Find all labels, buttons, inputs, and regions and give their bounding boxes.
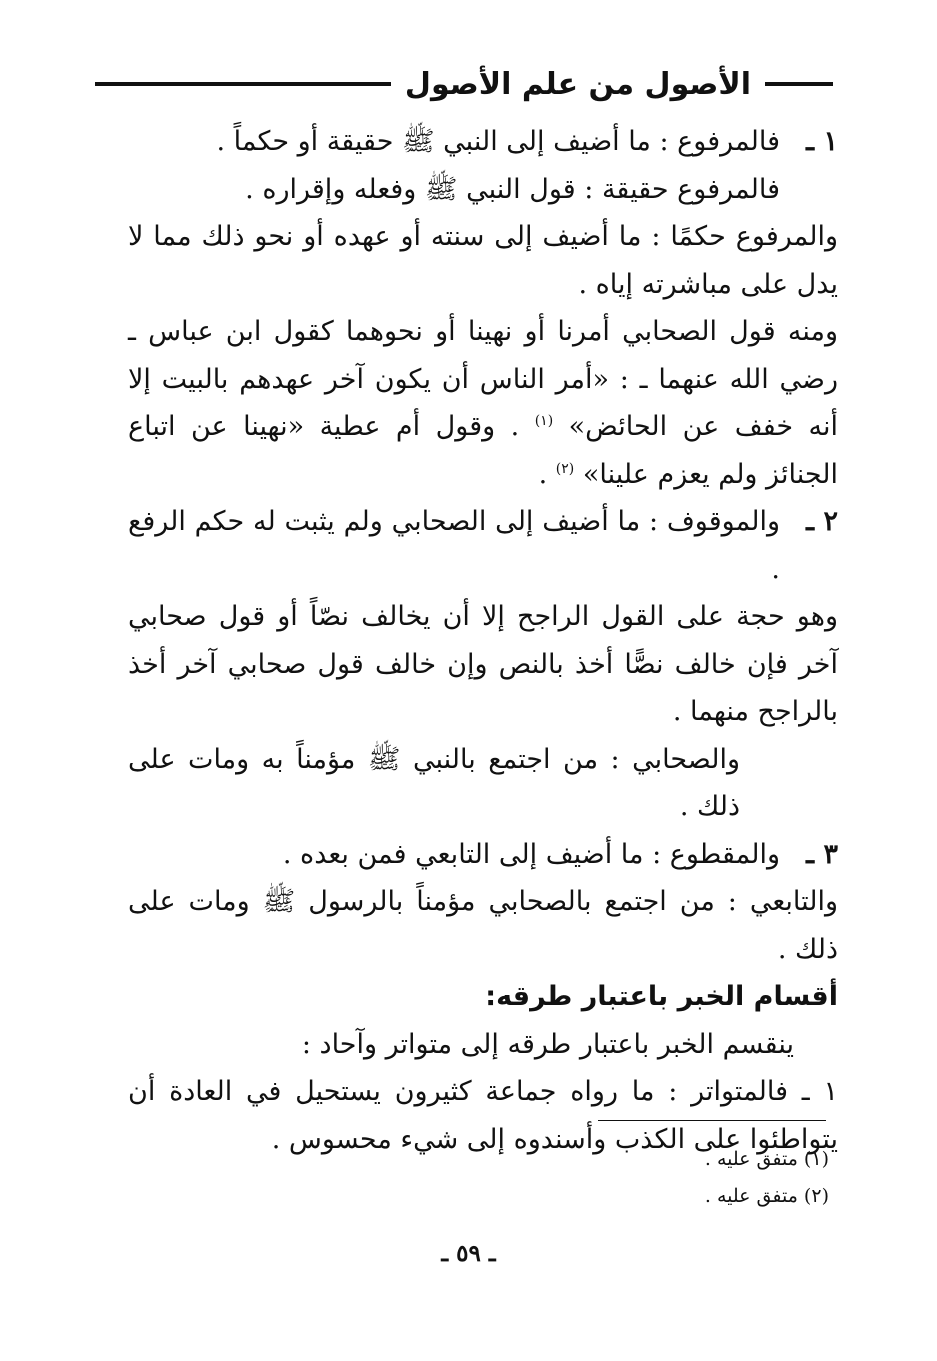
section-intro: ينقسم الخبر باعتبار طرقه إلى متواتر وآحاد :: [301, 1028, 794, 1060]
header-rule-right: [765, 82, 833, 86]
maqtu-definition: والمقطوع : ما أضيف إلى التابعي فمن بعده .: [282, 838, 780, 870]
footnote-ref-2[interactable]: (٢): [555, 460, 575, 477]
item-number: ٢ ـ: [806, 506, 838, 537]
marfu-example-text: ومنه قول الصحابي أمرنا أو نهينا أو نحوهما كقول ابن عباس ـ رضي الله عنهما ـ : «أمر الناس أن يكون آخر عهدهم بالبيت إلا أنه خفف عن الحائض»: [128, 316, 839, 442]
footnote-ref-1[interactable]: (١): [534, 413, 554, 429]
tabii-definition: والتابعي : من اجتمع بالصحابي مؤمناً بالرسول ﷺ ومات على ذلك .: [128, 886, 838, 965]
mawquf-definition: والموقوف : ما أضيف إلى الصحابي ولم يثبت له حكم الرفع .: [128, 506, 780, 585]
item-maqtu: [128, 831, 838, 879]
marfu-haqiqa: فالمرفوع حقيقة : قول النبي ﷺ وفعله وإقراره .: [245, 173, 780, 205]
item-number: ٣ ـ: [806, 838, 838, 870]
item-marfu: [128, 118, 838, 166]
page-number: ـ ٥٩ ـ: [441, 1240, 496, 1267]
marfu-hukman: والمرفوع حكمًا : ما أضيف إلى سنته أو عهده أو نحو ذلك مما لا يدل على مباشرته إياه .: [128, 221, 838, 300]
footnote-1: (١) متفق عليه .: [704, 1148, 829, 1170]
sahabi-definition: والصحابي : من اجتمع بالنبي ﷺ مؤمناً به ومات على ذلك .: [128, 743, 740, 822]
body-text: [128, 118, 838, 1163]
marfu-example-end: .: [538, 458, 548, 490]
marfu-definition: فالمرفوع : ما أضيف إلى النبي ﷺ حقيقة أو حكماً .: [216, 126, 780, 157]
header-rule-left: [95, 82, 391, 86]
footnote-2: (٢) متفق عليه .: [704, 1185, 829, 1207]
header-title: الأصول من علم الأصول: [404, 66, 751, 102]
footnote-divider: [598, 1120, 826, 1121]
marfu-example-text-2: . وقول أم عطية «نهينا عن اتباع الجنائز ولم يعزم علينا»: [128, 411, 838, 490]
item-number: ١ ـ: [806, 126, 838, 157]
item-mawquf: [128, 498, 838, 593]
mutawatir-definition: ١ ـ فالمتواتر : ما رواه جماعة كثيرون يستحيل في العادة أن يتواطئوا على الكذب وأسندوه إلى شيء محسوس .: [128, 1076, 838, 1155]
mawquf-ruling: وهو حجة على القول الراجح إلا أن يخالف نصّاً أو قول صحابي آخر فإن خالف نصًّا أخذ بالنص وإن خالف قول صحابي آخر أخذ بالراجح منهما .: [128, 601, 838, 727]
footnotes: [705, 1141, 829, 1215]
running-header: [95, 58, 833, 110]
section-heading: أقسام الخبر باعتبار طرقه:: [485, 981, 838, 1012]
marfu-example: [128, 308, 838, 498]
